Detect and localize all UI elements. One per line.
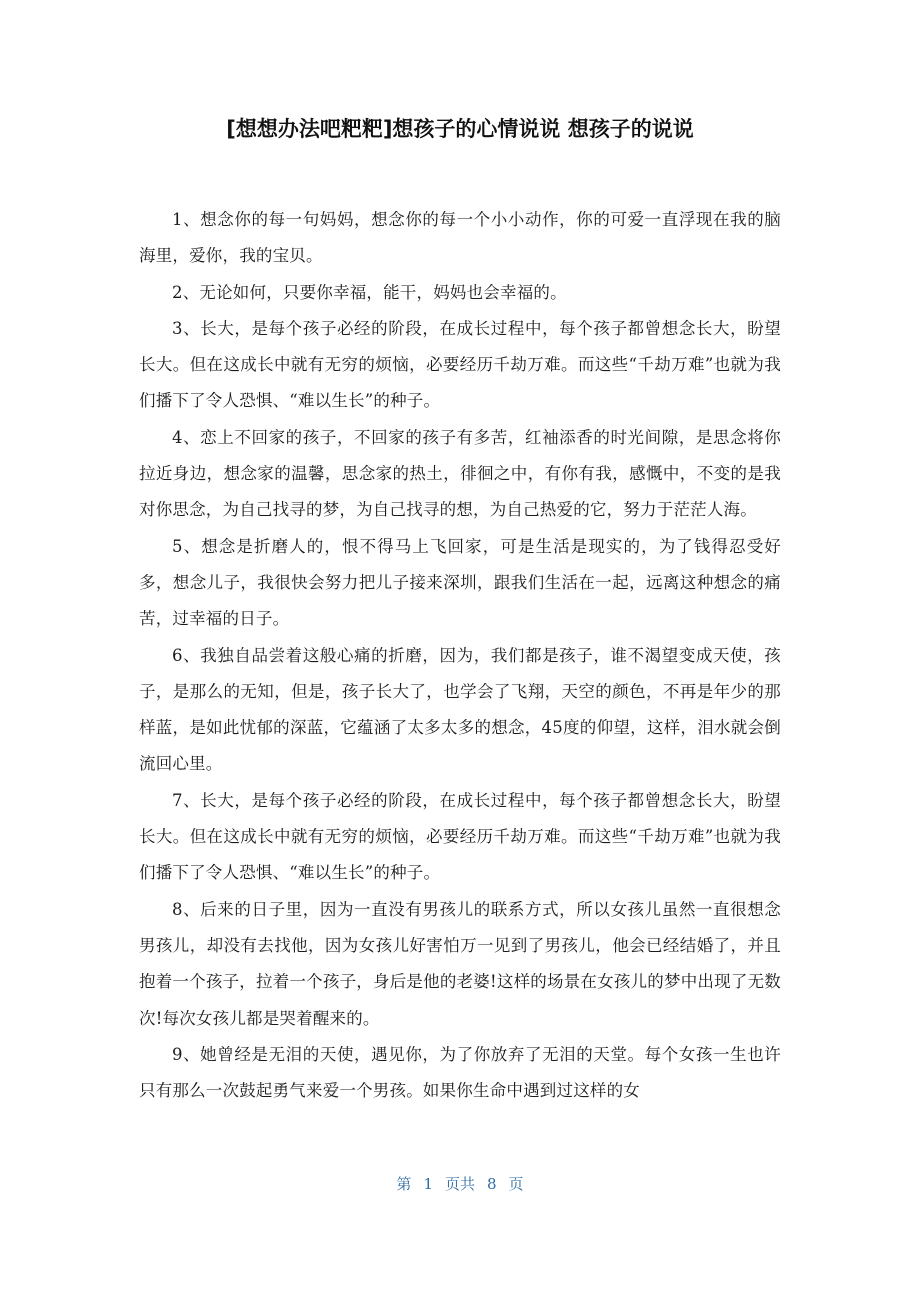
paragraph-4: 4、恋上不回家的孩子，不回家的孩子有多苦，红袖添香的时光间隙，是思念将你拉近身边，想念家的温馨，思念家的热土，徘徊之中，有你有我，感慨中，不变的是我对你思念，为自己找寻的梦，为自己找寻的想，为自己热爱的它，努力于茫茫人海。 (139, 427, 781, 520)
footer-current-page: 1 (423, 1175, 433, 1193)
paragraph-3: 3、长大，是每个孩子必经的阶段，在成长过程中，每个孩子都曾想念长大，盼望长大。但在这成长中就有无穷的烦恼，必要经历千劫万难。而这些“千劫万难”也就为我们播下了令人恐惧、“难以生长”的种子。 (139, 318, 781, 411)
paragraph-9: 9、她曾经是无泪的天使，遇见你，为了你放弃了无泪的天堂。每个女孩一生也许只有那么一次鼓起勇气来爱一个男孩。如果你生命中遇到过这样的女 (139, 1044, 781, 1101)
page-footer (0, 1172, 920, 1196)
document-body (139, 202, 781, 1109)
footer-label-of: 页共 (444, 1175, 475, 1193)
paragraph-8: 8、后来的日子里，因为一直没有男孩儿的联系方式，所以女孩儿虽然一直很想念男孩儿，却没有去找他，因为女孩儿好害怕万一见到了男孩儿，他会已经结婚了，并且抱着一个孩子，拉着一个孩子，身后是他的老婆!这样的场景在女孩儿的梦中出现了无数次!每次女孩儿都是哭着醒来的。 (139, 899, 781, 1028)
paragraph-1: 1、想念你的每一句妈妈，想念你的每一个小小动作，你的可爱一直浮现在我的脑海里，爱你，我的宝贝。 (139, 210, 781, 266)
paragraph-7: 7、长大，是每个孩子必经的阶段，在成长过程中，每个孩子都曾想念长大，盼望长大。但在这成长中就有无穷的烦恼，必要经历千劫万难。而这些“千劫万难”也就为我们播下了令人恐惧、“难以生长”的种子。 (139, 790, 781, 883)
footer-label-page: 第 (396, 1175, 412, 1193)
paragraph-2: 2、无论如何，只要你幸福，能干，妈妈也会幸福的。 (172, 282, 567, 302)
document-title: [想想办法吧粑粑]想孩子的心情说说 想孩子的说说 (226, 117, 694, 141)
paragraph-5: 5、想念是折磨人的，恨不得马上飞回家，可是生活是现实的，为了钱得忍受好多，想念儿子，我很快会努力把儿子接来深圳，跟我们生活在一起，远离这种想念的痛苦，过幸福的日子。 (139, 536, 781, 629)
footer-total-pages: 8 (487, 1175, 497, 1193)
paragraph-6: 6、我独自品尝着这般心痛的折磨，因为，我们都是孩子，谁不渴望变成天使，孩子，是那么的无知，但是，孩子长大了，也学会了飞翔，天空的颜色，不再是年少的那样蓝，是如此忧郁的深蓝，它蕴涵了太多太多的想念，45度的仰望，这样，泪水就会倒流回心里。 (139, 645, 781, 774)
footer-label-pages: 页 (508, 1175, 524, 1193)
